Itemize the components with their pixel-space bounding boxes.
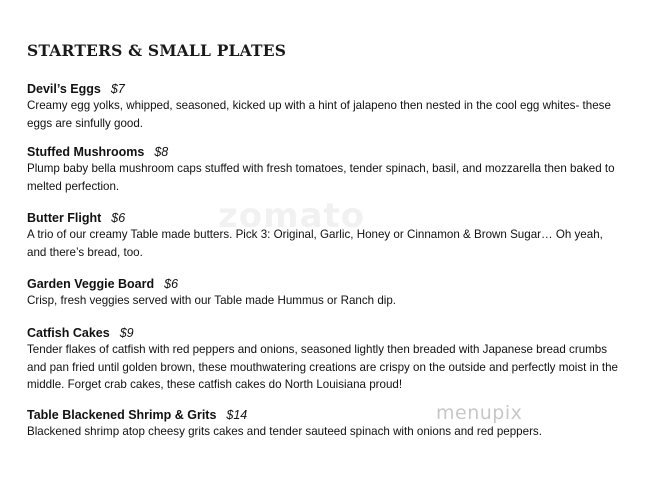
item-name: Catfish Cakes [27,326,110,340]
item-description-line: Tender flakes of catfish with red peppers and onions, seasoned lightly then breaded with Japanese bread crumbs [27,343,608,356]
item-price: $7 [110,82,125,96]
menu-item-catfish-cakes [27,325,637,394]
item-description [27,97,637,132]
item-price: $9 [119,326,134,340]
zomato-watermark: zomato [218,196,366,236]
item-title-row [27,144,637,160]
menu-item-garden-veggie-board [27,276,637,310]
item-price: $6 [111,211,126,225]
item-name: Devil’s Eggs [27,82,101,96]
item-description-line: A trio of our creamy Table made butters. Pick 3: Original, Garlic, Honey or Cinnamon & Brown Sugar… Oh yeah, [27,228,603,241]
item-title-row [27,210,637,226]
item-description-line: Blackened shrimp atop cheesy grits cakes and tender sauteed spinach with onions and red peppers. [27,425,542,438]
menu-item-stuffed-mushrooms [27,144,637,195]
item-description-line: and pan fried until golden brown, these mouthwatering creations are crispy on the outside and perfectly moist in the [27,360,618,374]
item-price: $8 [154,145,169,159]
item-title-row [27,276,637,292]
menupix-watermark: menupix [436,402,523,424]
item-price: $14 [226,408,248,422]
item-description-line: and there’s bread, too. [27,245,143,259]
item-name: Table Blackened Shrimp & Grits [27,408,217,422]
item-description-line: middle. Forget crab cakes, these catfish cakes do North Louisiana proud! [27,378,403,391]
section-heading: STARTERS & SMALL PLATES [27,41,287,60]
item-description-line: eggs are sinfully good. [27,116,144,130]
item-name: Garden Veggie Board [27,277,155,291]
item-description-line: Creamy egg yolks, whipped, seasoned, kicked up with a hint of jalapeno then nested in the cool egg whites- these [27,99,611,112]
item-price: $6 [164,277,179,291]
menu-item-devils-eggs [27,81,637,132]
item-description-line: melted perfection. [27,179,120,193]
item-title-row [27,407,637,423]
item-description [27,292,637,310]
item-description-line: Plump baby bella mushroom caps stuffed with fresh tomatoes, tender spinach, basil, and mozzarella then baked to [27,162,615,175]
menu-item-blackened-shrimp-grits [27,407,637,441]
item-title-row [27,81,637,97]
item-description-line: Crisp, fresh veggies served with our Table made Hummus or Ranch dip. [27,294,397,307]
item-description [27,423,637,441]
item-title-row [27,325,637,341]
item-description [27,341,637,394]
menu-item-butter-flight [27,210,637,261]
item-description [27,226,637,261]
item-name: Stuffed Mushrooms [27,145,145,159]
item-name: Butter Flight [27,211,102,225]
item-description [27,160,637,195]
